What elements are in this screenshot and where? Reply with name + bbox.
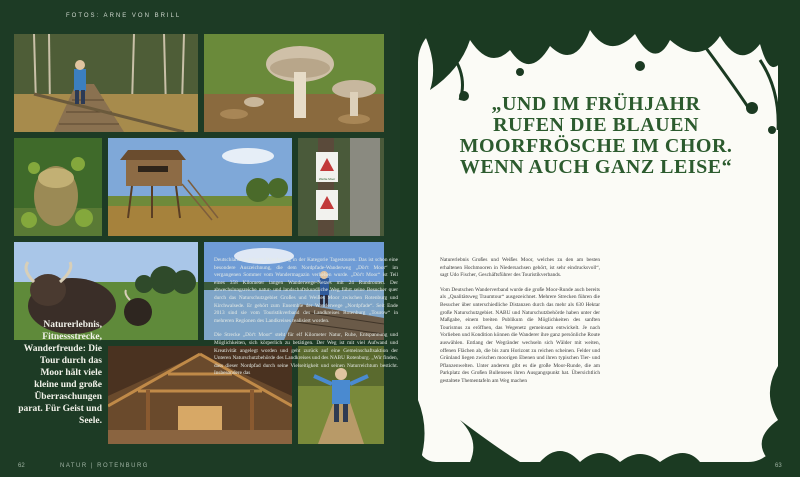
- photo-credit: FOTOS: ARNE VON BRILL: [66, 13, 182, 19]
- photo-mushroom: [204, 34, 384, 132]
- left-body-paragraph: Die Strecke „Dör't Moor“ steht für elf Kilometer Natur, Ruhe, Entspannung und Möglichkeiten, sich körperlich zu betätigen. Der Weg ist mit viel Aufwand und Kreativität angelegt worden und geht zurück auf eine Gemeinschaftsaktion der Unteren Naturschutzbehörde des Landkreises und des NABU Rotenburg. „Wir finden, dass dieser Nordpfad durch seine Vielseitigkeit und seinen Naturreichtum besticht. Insbesondere das: [214, 332, 398, 377]
- photo-caption: Naturerlebnis, Fitnessstrecke, Wanderfreude: Die Tour durch das Moor hält viele kleine und große Überraschungen parat. Für Geist und Seele.: [18, 320, 102, 426]
- left-body-paragraph: Deutschlands schönster Wanderweg in der Kategorie Tagestouren. Das ist schon eine besondere Auszeichnung, die dem Nordpfade-Wanderweg „Dör't Moor“ im vergangenen Sommer vom Wandermagazin verliehen wurde. „Dör't Moor“ ist Teil eines 358 Kilometer langen Wanderwege-Netzes mit 24 Rundrouten. Der abwechslungsreiche natur- und landschaftskundliche Weg führt seine Besucher quer durch das Naturschutzgebiet Großes und Weißes Moor zwischen Rotenburg und Kirchwalsede. Er gehört zum Ensemble der Wanderwege „Nordpfade“. Seit Ende 2013 sind sie vom Touristikverband des Landkreises Rotenburg „Tourow“ in mehreren Regionen des Landkreises realisiert worden.: [214, 257, 398, 324]
- photo-boardwalk-hiker: [14, 34, 198, 132]
- right-body-paragraph: Naturerlebnis Großes und Weißes Moor, welches zu den am besten erhaltenen Hochmooren in Niedersachsen gehört, ist sehr eindrucksvoll“, sagt Udo Fischer, Geschäftsführer des Touristikverbands.: [440, 257, 600, 279]
- right-body-paragraph: Vom Deutschen Wanderverband wurde die große Moor-Runde auch bereits als „Qualitätsweg Traumtour“ ausgezeichnet. Mehrere Strecken führen die Besucher über unterschiedliche Distanzen durch das mehr als 630 Hektar große Naturschutzgebiet. NABU und Naturschutzbehörde haben unter der Maßgabe, einem breiten Publikum die Möglichkeiten des sanften Tourismus zu eröffnen, das Wegenetz gemeinsam entwickelt. Je nach Vorlieben und Kondition können die Wanderer ihre ganz persönliche Route auswählen. Entlang der Wegränder wechseln sich Wälder mit weiten, offenen Flächen ab, die bis zum Horizont zu reichen scheinen. Felder und Grünland liegen zwischen moorigen Ebenen und ihren typischen Tier- und Pflanzenwelten. Unter anderem gibt es die große Moor-Runde, die am Parkplatz des Großen Bullensees ihren Ausgangspunkt hat. Übersichtlich gestaltete Thementafeln am Weg machen: [440, 286, 600, 384]
- photo-observation-hut: [108, 138, 292, 236]
- right-body-column-1: [440, 257, 600, 393]
- photo-trail-sign: [298, 138, 384, 236]
- sign-label: Weiße Moor: [318, 177, 336, 181]
- page-number-right: 63: [775, 463, 782, 469]
- page-number-left: 62: [18, 463, 25, 469]
- pull-quote: „UND IM FRÜHJAHR RUFEN DIE BLAUEN MOORFRÖSCHE IM CHOR. WENN AUCH GANZ LEISE“: [459, 93, 733, 178]
- left-body-column: [214, 257, 398, 385]
- section-title: NATUR | ROTENBURG: [60, 463, 149, 469]
- right-page: [400, 0, 800, 477]
- photo-mossy-stump: [14, 138, 102, 236]
- foliage-decoration: [400, 0, 800, 477]
